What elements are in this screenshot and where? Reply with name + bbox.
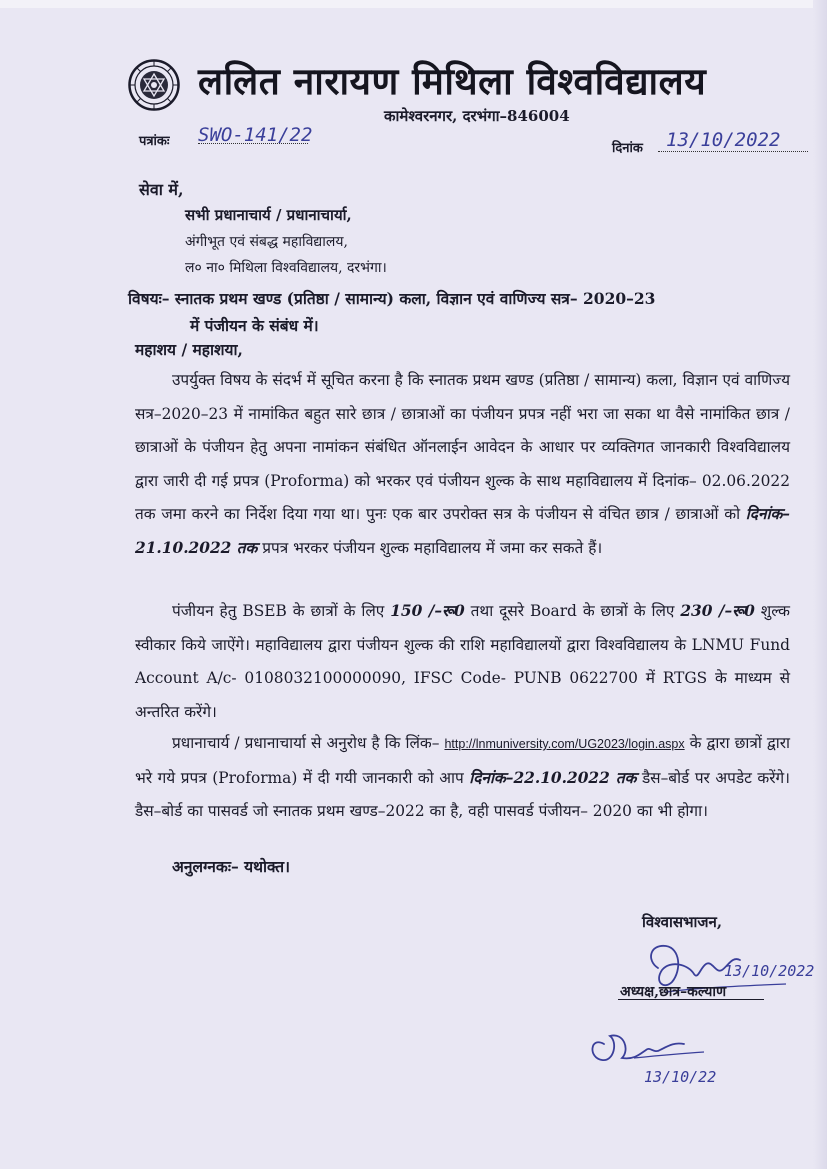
- para1-tail: प्रपत्र भरकर पंजीयन शुल्क महाविद्यालय में जमा कर सकते हैं।: [262, 538, 603, 557]
- university-name: ललित नारायण मिथिला विश्वविद्यालय: [198, 59, 707, 103]
- addressee-line-2: अंगीभूत एवं संबद्ध महाविद्यालय,: [185, 234, 348, 250]
- subject: [128, 285, 655, 339]
- signature-underline: [618, 999, 764, 1000]
- para1-deadline: दिनांक– 21.10.2022 तक: [135, 505, 790, 557]
- para2-c: शुल्क स्वीकार किये जाऐंगे। महाविद्यालय द्वारा पंजीयन शुल्क की राशि महाविद्यालयों द्वारा विश्वविद्यालय के LNMU Fund Account A/c- 0108032100000090, IFSC Code- PUNB 0622700 में RTGS के माध्यम से अन्तरित करेंगे।: [135, 602, 790, 721]
- closing: विश्वासभाजन,: [642, 913, 723, 931]
- university-address: कामेश्वरनगर, दरभंगा–846004: [384, 107, 570, 125]
- para1-text: उपर्युक्त विषय के संदर्भ में सूचित करना है कि स्नातक प्रथम खण्ड (प्रतिष्ठा / सामान्य) कला, विज्ञान एवं वाणिज्य सत्र–2020–23 में नामांकित बहुत सारे छात्र / छात्राओं का पंजीयन प्रपत्र नहीं भरा जा सका था वैसे नामांकित छात्र / छात्राओं के पंजीयन हेतु अपना नामांकन संबंधित ऑनलाईन आवेदन के आधार पर व्यक्तिगत जानकारी विश्वविद्यालय द्वारा जारी दी गई प्रपत्र (Proforma) को भरकर एवं पंजीयन शुल्क के साथ महाविद्यालय में दिनांक– 02.06.2022 तक जमा करने का निर्देश दिया गया था। पुनः एक बार उपरोक्त सत्र के पंजीयन से वंचित छात्र / छात्राओं को: [135, 371, 790, 523]
- signature-date: 13/10/2022: [724, 962, 815, 980]
- salutation: सेवा में,: [139, 180, 184, 199]
- initials-mark: [584, 1020, 744, 1100]
- letter-date: 13/10/2022: [666, 129, 781, 151]
- ref-dotted-line: [198, 143, 308, 144]
- enclosure: अनुलग्नकः– यथोक्त।: [172, 857, 291, 876]
- ref-number: SWO-141/22: [198, 124, 313, 146]
- university-logo-icon: [128, 59, 180, 111]
- addressee-line-1: सभी प्रधानाचार्य / प्रधानाचार्या,: [185, 206, 352, 224]
- date-dotted-line: [658, 151, 808, 152]
- greeting: महाशय / महाशया,: [135, 340, 243, 359]
- ref-label: पत्रांकः: [139, 134, 170, 149]
- fee-other-board: 230 /–रू0: [680, 602, 755, 620]
- para3-b: के द्वारा छात्रों द्वारा भरे गये प्रपत्र (Proforma) में दी गयी जानकारी को आप: [135, 734, 790, 787]
- paragraph-3: [135, 727, 790, 829]
- initials-date: 13/10/22: [644, 1068, 717, 1086]
- subject-line-2: में पंजीयन के संबंध में।: [190, 316, 319, 335]
- para3-c: डैस–बोर्ड पर अपडेट करेंगे। डैस–बोर्ड का पासवर्ड जो स्नातक प्रथम खण्ड–2022 का है, वही पासवर्ड पंजीयन– 2020 का भी होगा।: [135, 768, 790, 820]
- right-edge: [813, 0, 827, 1169]
- para2-a: पंजीयन हेतु BSEB के छात्रों के लिए: [172, 602, 385, 620]
- registration-link[interactable]: http://lnmuniversity.com/UG2023/login.aspx: [444, 737, 685, 751]
- para2-b: तथा दूसरे Board के छात्रों के लिए: [470, 602, 675, 620]
- signatory-title: अध्यक्ष,छात्र–कल्याण: [620, 984, 727, 1000]
- fee-bseb: 150 /–रू0: [390, 602, 465, 620]
- date-label: दिनांक: [612, 141, 643, 156]
- subject-line-1: स्नातक प्रथम खण्ड (प्रतिष्ठा / सामान्य) कला, विज्ञान एवं वाणिज्य सत्र– 2020–23: [174, 289, 656, 308]
- addressee-line-3: ल० ना० मिथिला विश्वविद्यालय, दरभंगा।: [185, 260, 387, 276]
- paragraph-2: [135, 595, 790, 729]
- subject-label: विषयः–: [128, 289, 170, 308]
- paragraph-1: [135, 364, 790, 565]
- top-band: [0, 0, 827, 8]
- para3-a: प्रधानाचार्य / प्रधानाचार्या से अनुरोध है कि लिंक–: [172, 734, 440, 752]
- para3-deadline: दिनांक–22.10.2022 तक: [469, 768, 637, 787]
